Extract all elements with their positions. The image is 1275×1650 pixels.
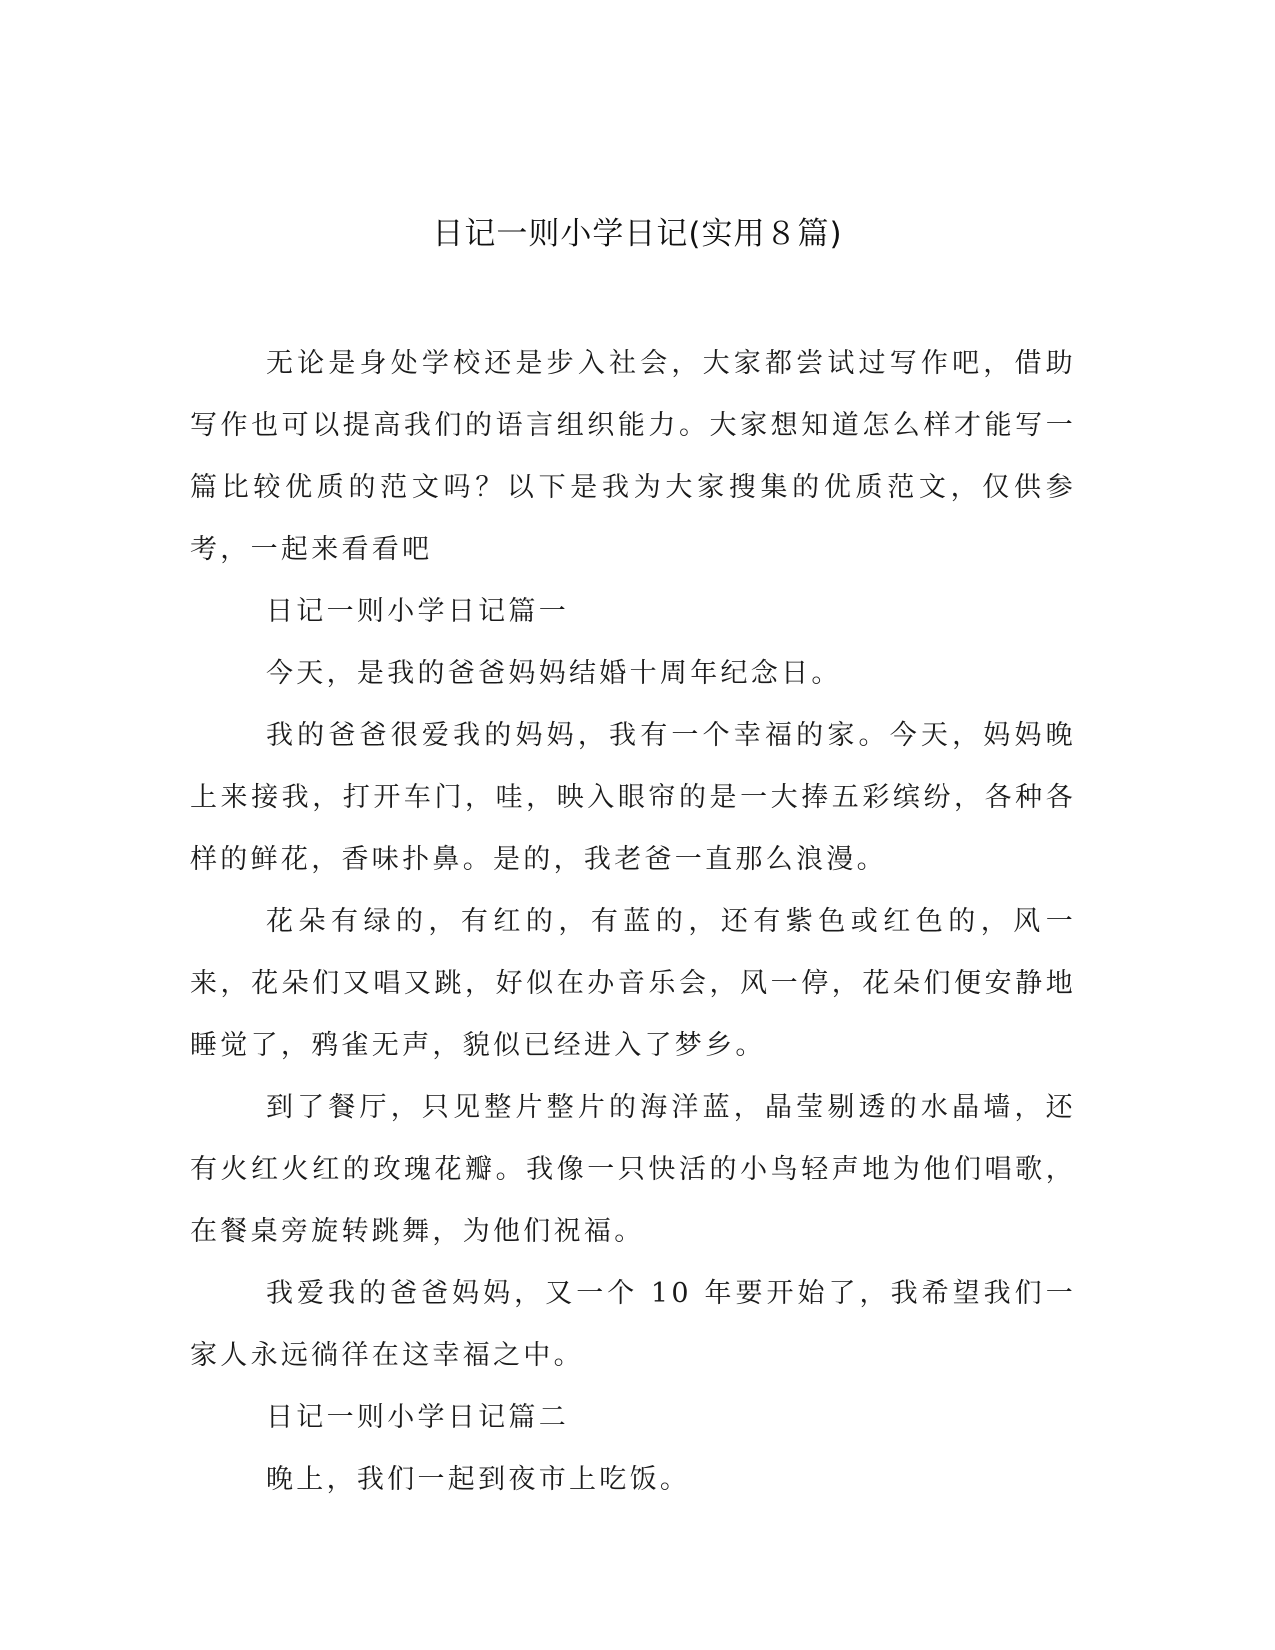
section-heading-2: 日记一则小学日记篇二	[266, 1402, 569, 1433]
body-paragraph: 花朵有绿的，有红的，有蓝的，还有紫色或红色的，风一来，花朵们又唱又跳，好似在办音乐会，风一停，花朵们便安静地睡觉了，鸦雀无声，貌似已经进入了梦乡。	[190, 906, 1076, 1061]
document-body	[190, 333, 1076, 1511]
body-paragraph: 到了餐厅，只见整片整片的海洋蓝，晶莹剔透的水晶墙，还有火红火红的玫瑰花瓣。我像一只快活的小鸟轻声地为他们唱歌，在餐桌旁旋转跳舞，为他们祝福。	[190, 1092, 1076, 1247]
body-paragraph: 我爱我的爸爸妈妈，又一个 10 年要开始了，我希望我们一家人永远徜徉在这幸福之中。	[190, 1278, 1076, 1371]
body-paragraph: 今天，是我的爸爸妈妈结婚十周年纪念日。	[266, 658, 842, 689]
body-paragraph: 晚上，我们一起到夜市上吃饭。	[266, 1464, 691, 1495]
body-paragraph: 我的爸爸很爱我的妈妈，我有一个幸福的家。今天，妈妈晚上来接我，打开车门，哇，映入眼帘的是一大捧五彩缤纷，各种各样的鲜花，香味扑鼻。是的，我老爸一直那么浪漫。	[190, 720, 1076, 875]
section-heading-1: 日记一则小学日记篇一	[266, 596, 569, 627]
document-title: 日记一则小学日记(实用８篇)	[432, 216, 843, 252]
intro-paragraph: 无论是身处学校还是步入社会，大家都尝试过写作吧，借助写作也可以提高我们的语言组织能力。大家想知道怎么样才能写一篇比较优质的范文吗？以下是我为大家搜集的优质范文，仅供参考，一起来看看吧	[190, 348, 1076, 565]
